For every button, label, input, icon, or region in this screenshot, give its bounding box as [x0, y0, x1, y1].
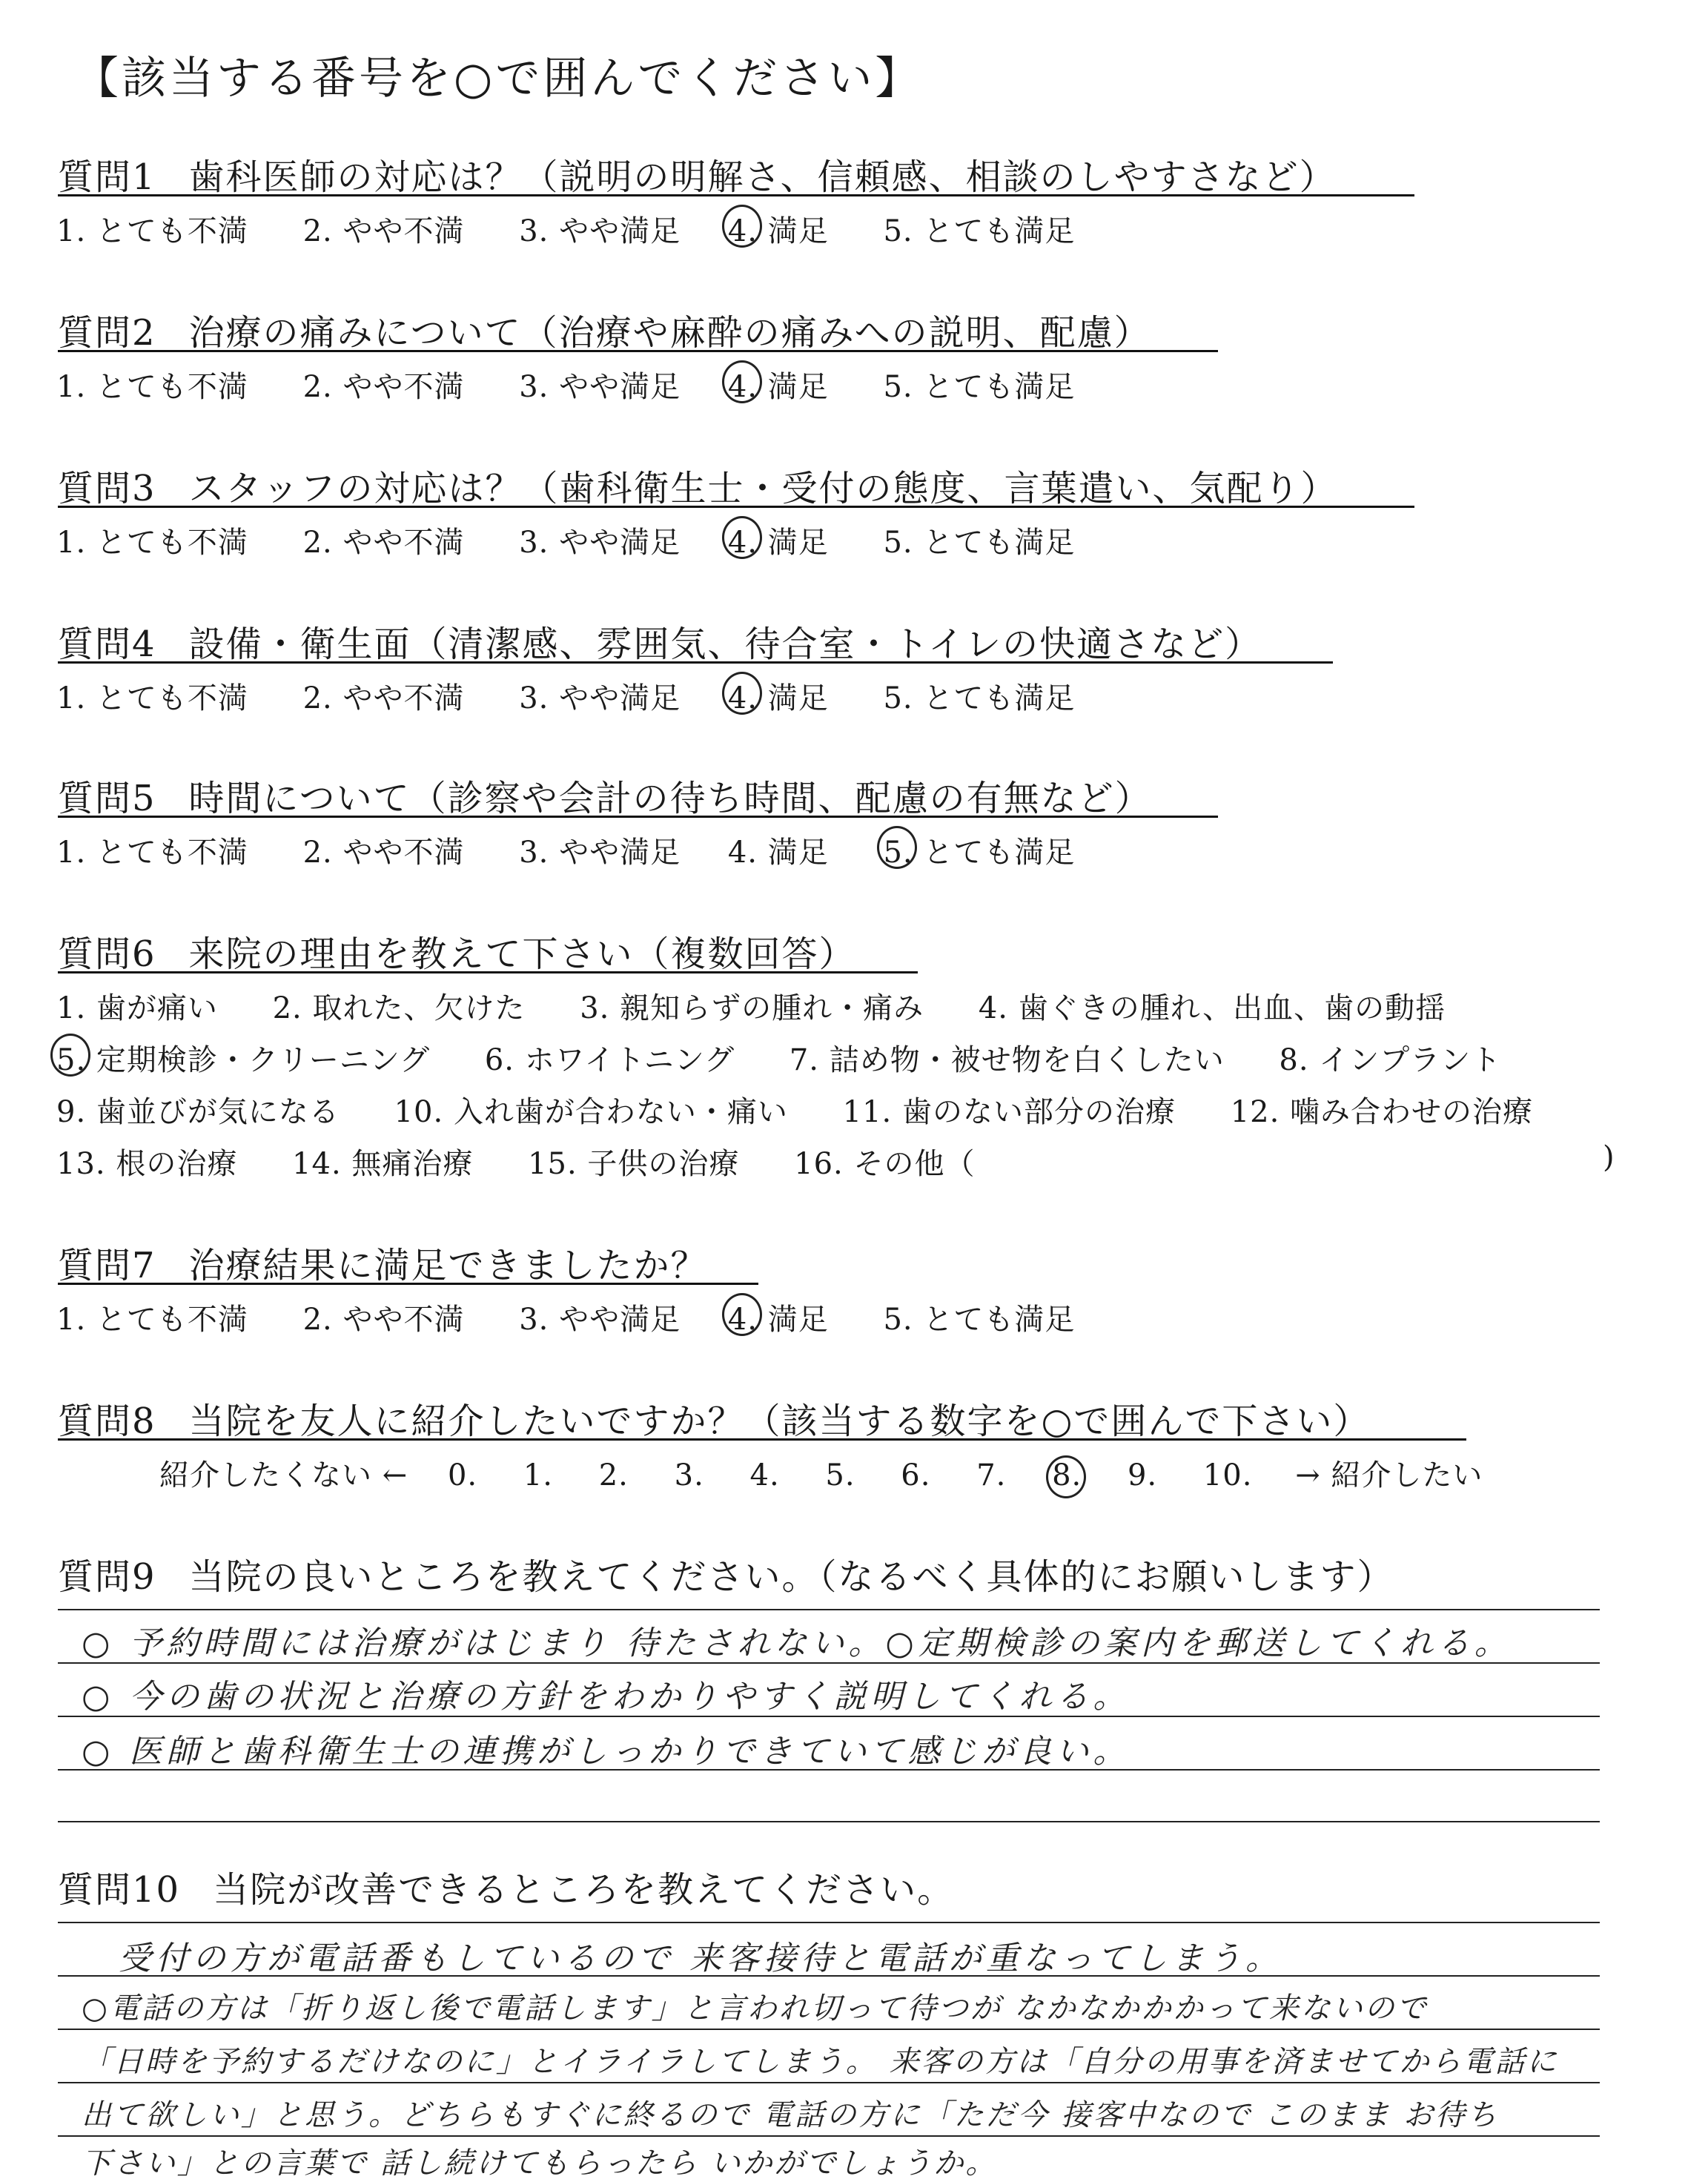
option-label: 4. 満足 [727, 681, 829, 715]
q10-answer-line: 「日時を予約するだけなのに」とイライラしてしまう。 来客の方は「自分の用事を済ませてから電話に [82, 2045, 1559, 2079]
option[interactable]: 2. やや不満 [302, 214, 465, 248]
reason-option[interactable]: 1. 歯が痛い [56, 991, 218, 1025]
question-7-underline [58, 1283, 758, 1285]
scale-option[interactable]: 7. [976, 1458, 1007, 1492]
scale-option[interactable]: 0. [447, 1458, 478, 1492]
reason-option[interactable]: 12. 噛み合わせの治療 [1230, 1095, 1534, 1129]
selection-circle [1046, 1455, 1086, 1498]
option-label: 4. 満足 [727, 1303, 829, 1337]
option-label: 4. 満足 [727, 214, 829, 248]
reason-option[interactable]: 7. 詰め物・被せ物を白くしたい [789, 1043, 1225, 1077]
selection-circle [722, 1293, 762, 1336]
question-5-text: 時間について（診察や会計の待ち時間、配慮の有無など） [188, 778, 1152, 819]
question-4-options [56, 675, 1075, 717]
option[interactable]: 1. とても不満 [56, 370, 248, 404]
question-8-text: 当院を友人に紹介したいですか？（該当する数字を○で囲んで下さい） [188, 1401, 1371, 1442]
question-5-options [56, 829, 1075, 871]
question-1-text: 歯科医師の対応は？（説明の明解さ、信頼感、相談のしやすさなど） [188, 156, 1337, 198]
option-selected[interactable] [728, 208, 829, 250]
reason-option[interactable]: 9. 歯並びが気になる [56, 1095, 340, 1129]
q10-answer-line: 下さい」との言葉で 話し続けてもらったら いかがでしょうか。 [82, 2146, 998, 2181]
question-3 [58, 460, 1338, 511]
reason-option-other[interactable]: 16. その他（ [794, 1147, 976, 1181]
answer-rule [58, 1821, 1600, 1822]
question-1-underline [58, 194, 1414, 196]
question-9-text: 当院の良いところを教えてください。（なるべく具体的にお願いします） [188, 1556, 1394, 1598]
q9-answer-line: ○ 今の歯の状況と治療の方針をわかりやすく説明してくれる。 [82, 1678, 1131, 1716]
q10-answer-line: 受付の方が電話番もしているので 来客接待と電話が重なってしまう。 [119, 1940, 1282, 1977]
answer-rule [58, 2135, 1600, 2137]
scale-right-label: → 紹介したい [1295, 1458, 1483, 1492]
option[interactable]: 1. とても不満 [56, 836, 248, 870]
question-1 [58, 148, 1337, 199]
option-selected[interactable] [728, 1296, 829, 1338]
question-6-row-4 [56, 1140, 975, 1183]
reason-option[interactable]: 15. 子供の治療 [528, 1147, 740, 1181]
option[interactable]: 1. とても不満 [56, 1303, 248, 1337]
option-selected[interactable] [728, 519, 829, 561]
option[interactable]: 1. とても不満 [56, 681, 248, 715]
question-4-number: 質問4 [58, 624, 156, 665]
option[interactable]: 2. やや不満 [302, 1303, 465, 1337]
question-7-options [56, 1296, 1075, 1338]
question-9-number: 質問9 [58, 1556, 156, 1598]
question-7-number: 質問7 [58, 1245, 156, 1286]
question-8-scale [159, 1452, 1483, 1494]
other-close-paren: ) [1603, 1140, 1615, 1174]
scale-option[interactable]: 5. [825, 1458, 855, 1492]
option[interactable]: 5. とても満足 [883, 1303, 1076, 1337]
question-10-number: 質問10 [58, 1869, 181, 1911]
scale-option[interactable]: 4. [749, 1458, 780, 1492]
reason-option[interactable]: 13. 根の治療 [56, 1147, 238, 1181]
selection-circle [722, 360, 762, 403]
question-5-underline [58, 816, 1218, 818]
option-label: 4. 満足 [727, 526, 829, 560]
question-2-number: 質問2 [58, 312, 156, 354]
q10-answer-line: 出て欲しい」と思う。どちらもすぐに終るので 電話の方に「ただ今 接客中なので このまま お待ち [82, 2098, 1499, 2132]
option[interactable]: 3. やや満足 [519, 681, 681, 715]
question-2-underline [58, 350, 1218, 352]
question-4-underline [58, 661, 1333, 664]
option-label: 8. [1052, 1458, 1082, 1492]
option[interactable]: 5. とても満足 [883, 214, 1076, 248]
question-7-text: 治療結果に満足できましたか？ [188, 1245, 708, 1286]
option-selected[interactable] [728, 363, 829, 406]
option[interactable]: 2. やや不満 [302, 836, 465, 870]
option[interactable]: 2. やや不満 [302, 370, 465, 404]
question-2 [58, 304, 1151, 355]
q9-answer-line: ○ 予約時間には治療がはじまり 待たされない。○定期検診の案内を郵送してくれる。 [82, 1624, 1512, 1662]
selection-circle [50, 1034, 90, 1077]
scale-option[interactable]: 9. [1127, 1458, 1158, 1492]
option[interactable]: 5. とても満足 [883, 370, 1076, 404]
answer-rule [58, 1609, 1600, 1610]
question-2-options [56, 363, 1075, 406]
scale-left-label: 紹介したくない ← [159, 1458, 408, 1492]
option-label: 4. 満足 [727, 370, 829, 404]
question-2-text: 治療の痛みについて（治療や麻酔の痛みへの説明、配慮） [188, 312, 1151, 354]
scale-option-selected[interactable] [1052, 1458, 1082, 1492]
question-3-number: 質問3 [58, 468, 156, 509]
question-10 [58, 1861, 954, 1912]
question-6-text: 来院の理由を教えて下さい（複数回答） [188, 933, 856, 975]
reason-option[interactable]: 8. インプラント [1279, 1043, 1502, 1077]
reason-option[interactable]: 14. 無痛治療 [292, 1147, 474, 1181]
option-selected[interactable] [728, 675, 829, 717]
reason-option[interactable]: 4. 歯ぐきの腫れ、出血、歯の動揺 [978, 991, 1446, 1025]
reason-option[interactable]: 2. 取れた、欠けた [272, 991, 526, 1025]
question-5 [58, 770, 1152, 821]
question-6-number: 質問6 [58, 933, 156, 975]
scale-option[interactable]: 3. [674, 1458, 704, 1492]
question-6-underline [58, 971, 918, 973]
scale-option[interactable]: 10. [1202, 1458, 1253, 1492]
question-9 [58, 1548, 1394, 1599]
option[interactable]: 3. やや満足 [519, 214, 681, 248]
reason-option[interactable]: 6. ホワイトニング [484, 1043, 735, 1077]
page-heading: 【該当する番号を○で囲んでください】 [74, 53, 923, 105]
option[interactable]: 1. とても不満 [56, 526, 248, 560]
reason-option[interactable]: 3. 親知らずの腫れ・痛み [580, 991, 924, 1025]
q10-answer-line: ○電話の方は「折り返し後で電話します」と言われ切って待つが なかなかかかって来ないので [82, 1991, 1429, 2026]
option[interactable]: 3. やや満足 [519, 526, 681, 560]
option[interactable]: 5. とても満足 [883, 681, 1076, 715]
selection-circle [722, 672, 762, 715]
option-label: 5. 定期検診・クリーニング [56, 1043, 431, 1077]
reason-option-selected[interactable] [56, 1037, 430, 1079]
answer-rule [58, 2082, 1600, 2083]
answer-rule [58, 2029, 1600, 2030]
option[interactable]: 3. やや満足 [519, 370, 681, 404]
scale-option[interactable]: 2. [598, 1458, 629, 1492]
q9-answer-line: ○ 医師と歯科衛生士の連携がしっかりできていて感じが良い。 [82, 1733, 1131, 1771]
question-7 [58, 1237, 708, 1288]
question-3-options [56, 519, 1075, 561]
question-8 [58, 1392, 1370, 1444]
option[interactable]: 3. やや満足 [519, 1303, 681, 1337]
option[interactable]: 2. やや不満 [302, 526, 465, 560]
reason-option[interactable]: 11. 歯のない部分の治療 [842, 1095, 1176, 1129]
question-4-text: 設備・衛生面（清潔感、雰囲気、待合室・トイレの快適さなど） [188, 624, 1262, 665]
option[interactable]: 5. とても満足 [883, 526, 1076, 560]
reason-option[interactable]: 10. 入れ歯が合わない・痛い [394, 1095, 788, 1129]
option[interactable]: 3. やや満足 [519, 836, 681, 870]
question-3-text: スタッフの対応は？（歯科衛生士・受付の態度、言葉遣い、気配り） [188, 468, 1338, 509]
question-1-options [56, 208, 1075, 250]
question-5-number: 質問5 [58, 778, 156, 819]
selection-circle [722, 205, 762, 248]
question-3-underline [58, 506, 1414, 508]
question-6-row-3 [56, 1088, 1533, 1131]
option-selected[interactable] [883, 829, 1075, 871]
option[interactable]: 4. 満足 [727, 836, 829, 870]
question-6-row-2 [56, 1037, 1501, 1079]
scale-option[interactable]: 1. [523, 1458, 554, 1492]
option[interactable]: 2. やや不満 [302, 681, 465, 715]
question-4 [58, 615, 1262, 667]
answer-rule [58, 1922, 1600, 1923]
selection-circle [722, 516, 762, 559]
scale-option[interactable]: 6. [901, 1458, 931, 1492]
question-6 [58, 925, 856, 976]
question-1-number: 質問1 [58, 156, 156, 198]
option-label: 5. とても満足 [883, 836, 1076, 870]
question-10-text: 当院が改善できるところを教えてください。 [213, 1869, 955, 1911]
question-8-number: 質問8 [58, 1401, 156, 1442]
question-8-underline [58, 1438, 1466, 1441]
option[interactable]: 1. とても不満 [56, 214, 248, 248]
question-6-row-1 [56, 985, 1446, 1027]
